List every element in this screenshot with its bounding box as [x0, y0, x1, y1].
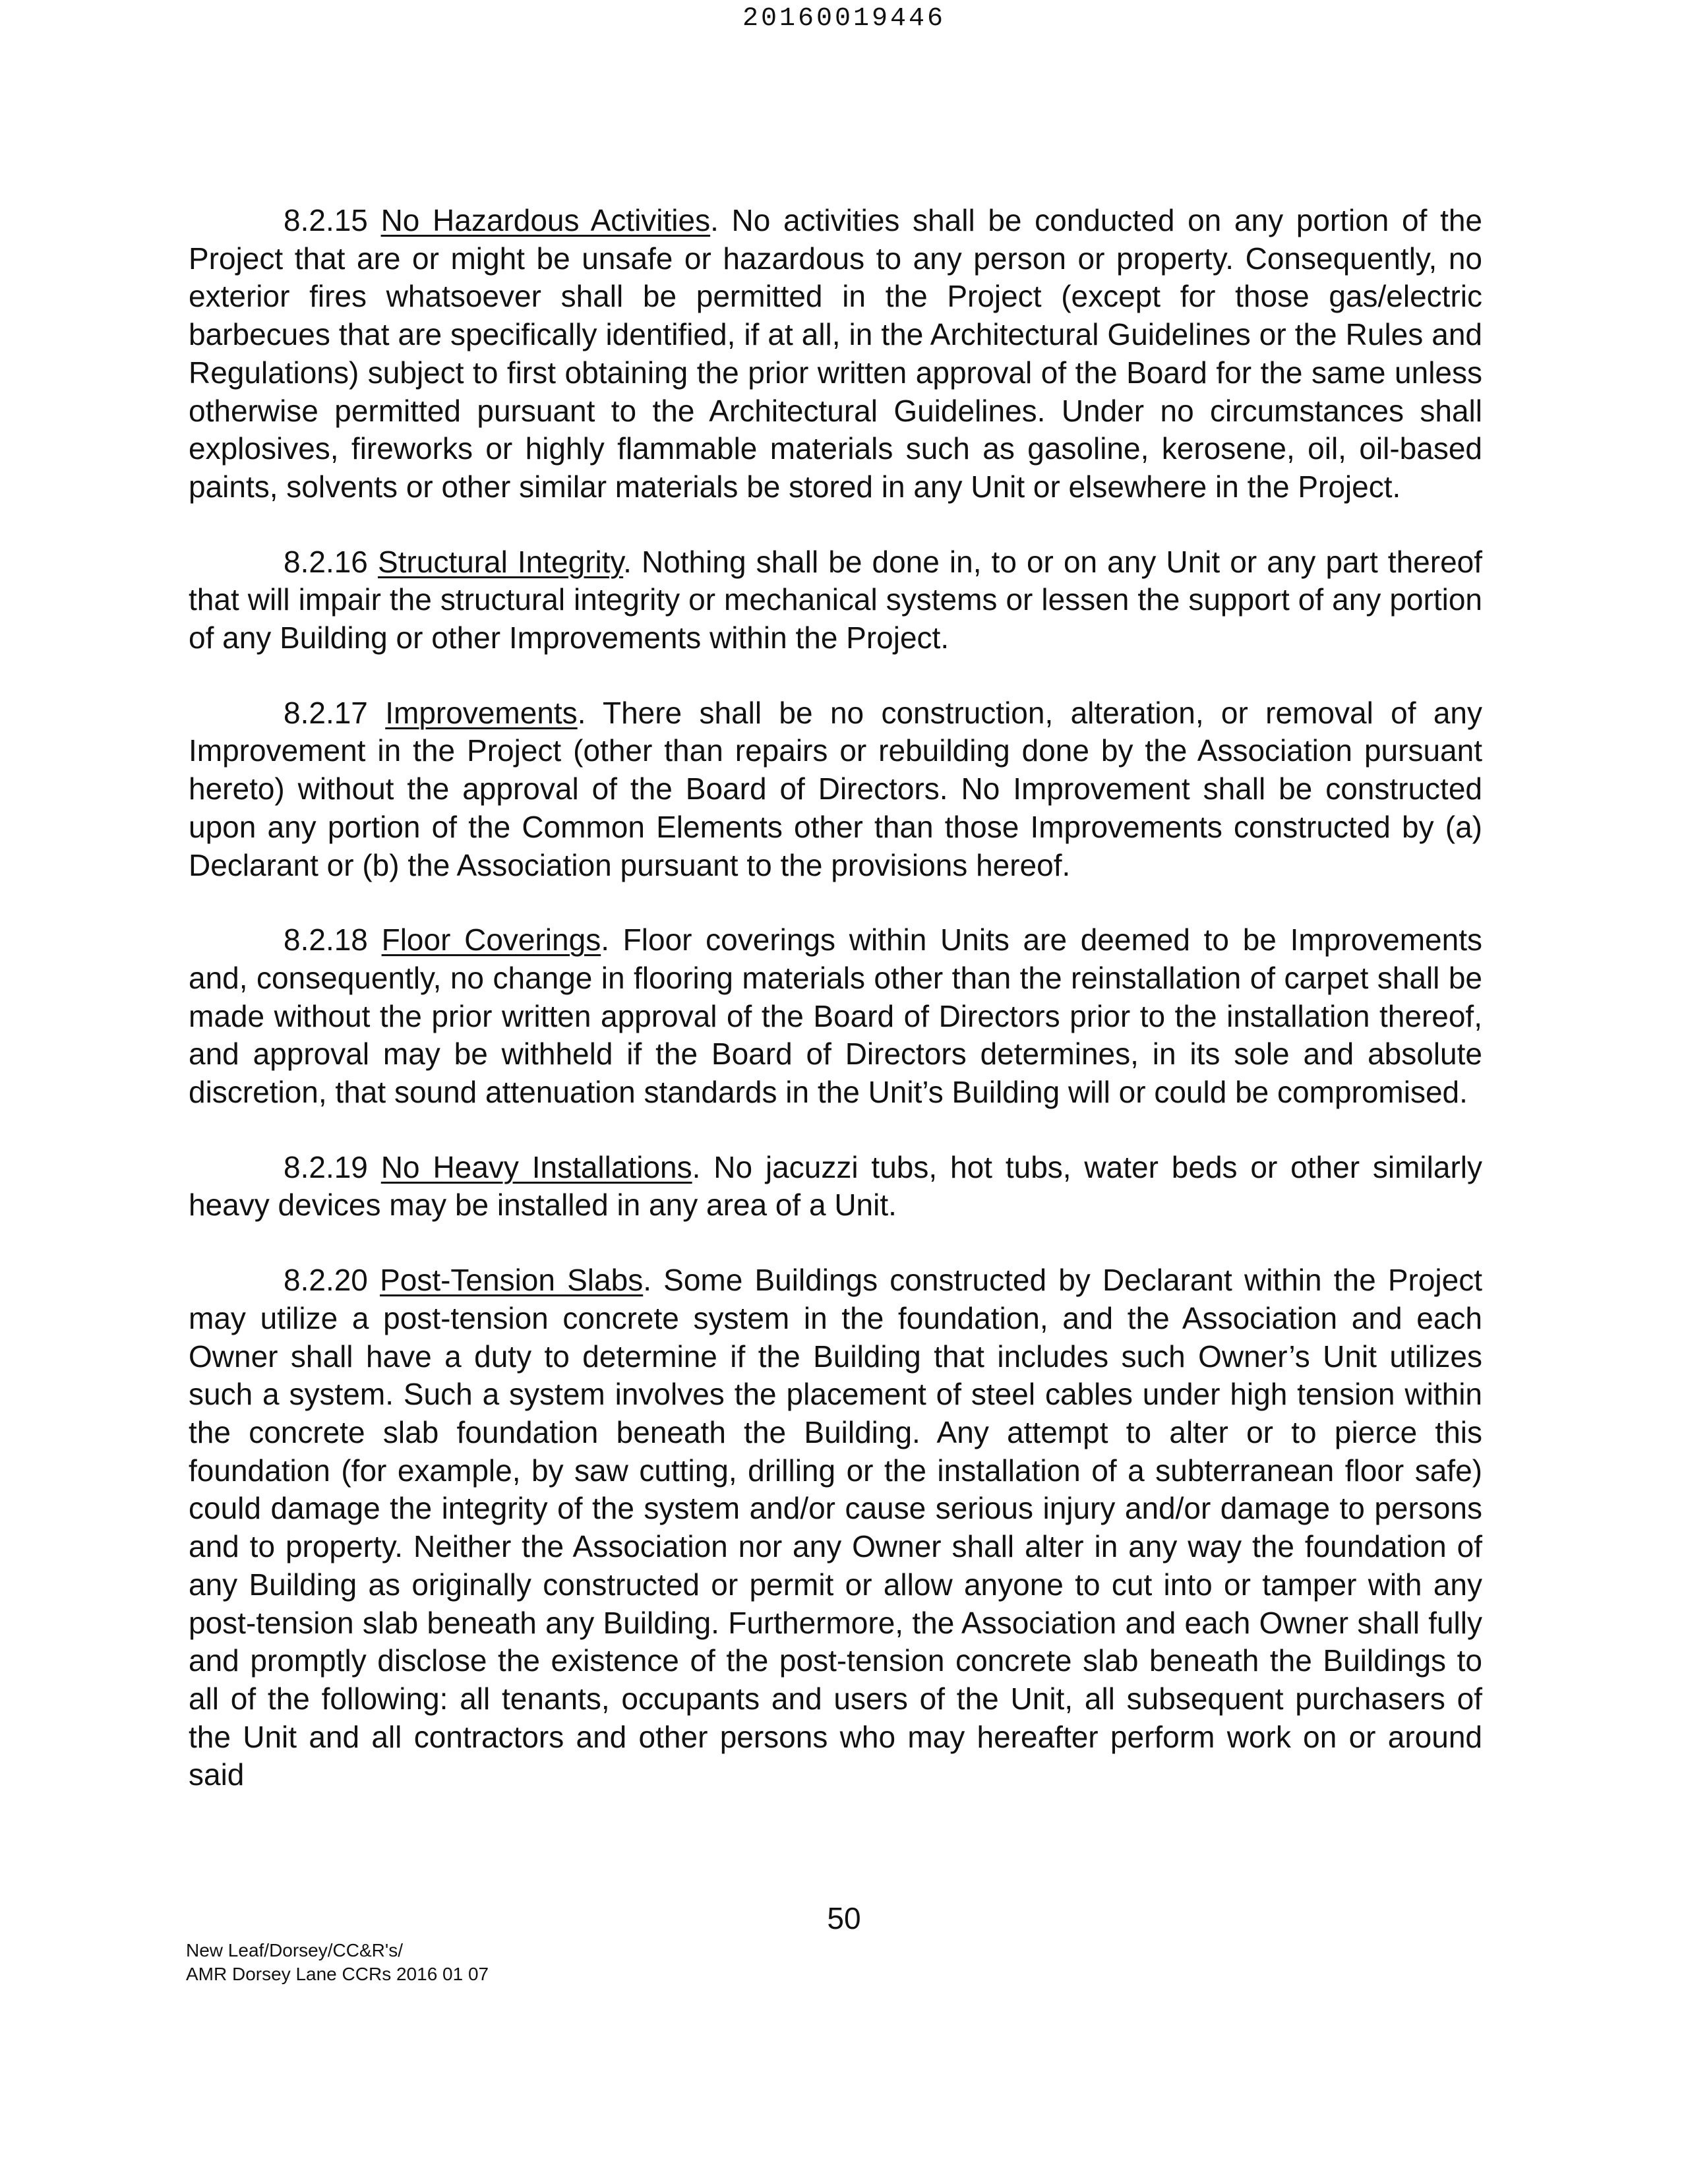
section-8-2-15 [189, 202, 1482, 506]
section-8-2-20 [189, 1261, 1482, 1794]
footer-line-1: New Leaf/Dorsey/CC&R's/ [186, 1940, 403, 1960]
document-number: 20160019446 [742, 4, 946, 34]
section-number: 8.2.20 [284, 1263, 368, 1298]
section-text: . No jacuzzi tubs, hot tubs, water beds or other similarly heavy devices may be installed in any area of a Unit. [189, 1149, 1482, 1223]
section-text: . Nothing shall be done in, to or on any Unit or any part thereof that will impair the structural integrity or mechanical systems or lessen the support of any portion of any Building or other Improvements within the Project. [189, 544, 1483, 655]
section-8-2-19 [189, 1149, 1482, 1225]
section-heading: Floor Coverings [381, 923, 601, 957]
section-heading: No Heavy Installations [380, 1149, 692, 1184]
section-number: 8.2.18 [284, 923, 368, 957]
section-number: 8.2.19 [284, 1149, 368, 1184]
section-heading: No Hazardous Activities [380, 203, 711, 237]
document-body [189, 202, 1482, 1831]
footer [186, 1939, 489, 1986]
section-heading: Post-Tension Slabs [380, 1263, 644, 1298]
section-8-2-18 [189, 921, 1482, 1112]
section-text: . Some Buildings constructed by Declarant within the Project may utilize a post-tension concrete system in the foundation, and the Association and each Owner shall have a duty to determine if the Building that includes such Owner’s Unit utilizes such a system. Such a system involves the placement of steel cables under high tension within the concrete slab foundation beneath the Building. Any attempt to alter or to pierce this foundation (for example, by saw cutting, drilling or the installation of a subterranean floor safe) could damage the integrity of the system and/or cause serious injury and/or damage to persons and to property. Neither the Association nor any Owner shall alter in any way the foundation of any Building as originally constructed or permit or allow anyone to cut into or tamper with any post-tension slab beneath any Building. Furthermore, the Association and each Owner shall fully and promptly disclose the existence of the post-tension concrete slab beneath the Buildings to all of the following: all tenants, occupants and users of the Unit, all subsequent purchasers of the Unit and all contractors and other persons who may hereafter perform work on or around said [189, 1263, 1483, 1792]
footer-line-2: AMR Dorsey Lane CCRs 2016 01 07 [186, 1964, 489, 1984]
section-number: 8.2.16 [284, 544, 368, 579]
section-heading: Improvements [385, 695, 578, 730]
section-text: . There shall be no construction, alteration, or removal of any Improvement in the Project (other than repairs or rebuilding done by the Association pursuant hereto) without the approval of the Board of Directors. No Improvement shall be constructed upon any portion of the Common Elements other than those Improvements constructed by (a) Declarant or (b) the Association pursuant to the provisions hereof. [189, 695, 1482, 882]
section-8-2-16 [189, 543, 1482, 657]
section-8-2-17 [189, 694, 1482, 885]
section-text: . Floor coverings within Units are deemed to be Improvements and, consequently, no change in flooring materials other than the reinstallation of carpet shall be made without the prior written approval of the Board of Directors prior to the installation thereof, and approval may be withheld if the Board of Directors determines, in its sole and absolute discretion, that sound attenuation standards in the Unit’s Building will or could be compromised. [189, 923, 1482, 1110]
section-number: 8.2.15 [284, 203, 368, 237]
section-number: 8.2.17 [284, 695, 368, 730]
section-text: . No activities shall be conducted on any portion of the Project that are or might be unsafe or hazardous to any person or property. Consequently, no exterior fires whatsoever shall be permitted in the Project (except for those gas/electric barbecues that are specifically identified, if at all, in the Architectural Guidelines or the Rules and Regulations) subject to first obtaining the prior written approval of the Board for the same unless otherwise permitted pursuant to the Architectural Guidelines. Under no circumstances shall explosives, fireworks or highly flammable materials such as gasoline, kerosene, oil, oil-based paints, solvents or other similar materials be stored in any Unit or elsewhere in the Project. [189, 203, 1483, 504]
page-number: 50 [827, 1901, 861, 1935]
section-heading: Structural Integrity [377, 544, 624, 579]
